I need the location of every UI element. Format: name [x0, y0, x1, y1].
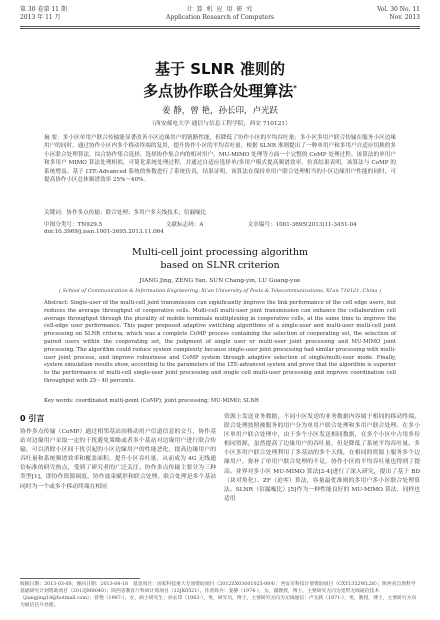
- journal-header: [20, 6, 420, 28]
- clc-number: 中图分类号：TN929.5: [44, 222, 103, 228]
- title-chinese: [20, 60, 420, 101]
- header-date-en: Nov. 2013: [389, 13, 420, 21]
- header-journal-en: Application Research of Computers: [165, 13, 275, 21]
- affiliation-chinese: （西安邮电大学 通信与信息工程学院，西安 710121）: [149, 121, 291, 127]
- title-en-line1: Multi-cell joint processing algorithm: [132, 247, 308, 258]
- header-volume-en: [377, 6, 420, 21]
- title-cn-line2: 多点协作联合处理算法: [143, 82, 294, 100]
- keywords-english: Key words: coordinated multi-point (CoMP); joint processing; MU-MIMO; SLNR: [44, 398, 259, 404]
- header-date-cn: 2013 年 11 月: [20, 13, 61, 21]
- abstract-chinese: 摘 要：多小区单用户联合传输能显著改善小区边缘用户的链路性能，但降低了协作小区的平均吞吐量；多小区多用户联合传输在服务小区边缘用户的同时，通过协作小区内多个移动终端的复用，提升协作小区的平均吞吐量。根据 SLNR 准则提出了一种单用户和多用户自适应切换的多小区联合处理算法，综合协作集合选择、选择协作集合内的相对用户、MU-MIMO 处理等方面一个完整的 CoMP 处理过程。该算法的单用户和多用户 MIMO 算法处理相似，可简化系统处理过程，并通过自适应选择单/多用户模式提高频谱效率。仿真结果表明，该算法与 CoMP 的系统增益、基于 LTE-Advanced 系统的参数进行了系统仿真，结果证明，该算法在保持单用户联合处理相当的小区边缘用户性能的同时，可提高协作小区总体频谱效率 25%～40%。: [44, 135, 396, 184]
- affiliation-english: ( School of Communication & Information Engineering, Xi'an University of Posts & Telecommunications, Xi'an 710121, China ): [59, 288, 381, 294]
- header-volume-cn: 第 30 卷第 11 期: [20, 6, 67, 13]
- keywords-chinese: 关键词：协作多点传输；联合处理；多用户多天线技术；信漏噪比: [44, 210, 207, 216]
- title-footnote-mark: *: [293, 84, 297, 92]
- article-number: 文章编号：1001-3695(2013)11-3451-04: [247, 222, 357, 228]
- header-rule: [20, 26, 420, 27]
- body-column-right: 资源上发送业务数据，不同小区发送的业务数据内容属于相同的移动终端。联合处理按照被服务的用户分为单用户联合处理和多用户联合处理。在多小区单用户联合处理中，由于多个小区发送相同数据，在多个小区中占用多份相同资源，虽然提高了边缘用户的吞吐量，但是降低了系统平均吞吐量。多小区多用户联合处理利用了多基站的多个天线，在相同的资源上服务多个边缘用户，弥补了单用户联合处理的不足，协作小区的平均吞吐量也得到了提高。业界对多小区 MU-MIMO 算法[2-4]进行了深入研究，提出了基于 BD（块对角化）、ZF（迫零）算法，容量最优准则的多用户多小区联合处理算法。SLNR（信漏噪比）[5]作为一种性能良好的 MU-MIMO 算法，同样也适用: [224, 414, 420, 502]
- footnote-rule: [20, 578, 140, 579]
- document-code: 文献标志码：A: [165, 222, 204, 228]
- doi-line: doi:10.3969/j.issn.1001-3695.2013.11.064: [44, 229, 164, 235]
- body-column-left: 协作多点传输（CoMP）通过相邻基站间移动用户信道信息的交互，协作基站对边缘用户采取一定的干扰避免策略或者多个基站对边缘用户进行联合传输，可以消除小区间干扰引起的小区边缘用户的性能恶化，提高边缘用户的吞吐量和系统频谱效率和覆盖面积，提升小区吞吐量，从而成为 4G 无线通信标准的研究热点，受到了研究者的广泛关注。协作多点传输主要分为三种类型[1]，即协作资源调度、协作波束赋形和联合处理。联合处理是多个基站同时为一个或多个移动终端在相同: [20, 429, 216, 490]
- header-rule-2: [20, 28, 420, 29]
- title-en-line2: based on SLNR criterion: [160, 260, 280, 271]
- title-cn-line2-wrap: [20, 79, 420, 101]
- header-vol-en: Vol. 30 No. 11: [377, 6, 420, 13]
- authors-english: JIANG Jing, ZENG Yan, SUN Chang-yin, LU Guang-yue: [139, 278, 301, 284]
- authors-chinese: 姜 静，曾 艳，孙长印，卢光跃: [162, 106, 278, 116]
- header-journal-cn: 计 算 机 应 用 研 究: [186, 6, 254, 13]
- title-cn-line1: 基于 SLNR 准则的: [155, 60, 285, 78]
- title-english: [20, 246, 420, 272]
- header-journal: [20, 6, 420, 21]
- classification-line: [44, 220, 396, 228]
- footnote: 收稿日期：2013-03-08；修回日期：2013-04-18 基金项目：国家科技重大专项资助项目（2012ZX03001025-004）；西安市科技计划资助项目（CXY1352WL28）；陕西省自然科学基础研究计划资助项目（2013JM8040）；陕西省教育厅科研计划项目（12JK0521）。作者简介：姜静（1974-），女，副教授，博士，主要研究方向为宽带无线通信技术（jiangjing18@hotmail.com）；曾艳（1987-），女，硕士研究生；孙长印（1963-），男，研究员，博士，主要研究方向为无线通信；卢光跃（1971-），男，教授，博士，主要研究方向为通信信号处理。: [20, 582, 417, 608]
- section-heading-intro: 0 引言: [20, 414, 45, 423]
- abstract-english: Abstract: Single-user of the multi-cell joint transmission can significantly improve the link performance of the cell edge users, but reduces the average throughput of cooperative cells. Multi-cell multi-user joint transmission can enhance the collaboration cell average throughput through the plurality of mobile terminals multiplexing in cooperative cells, at the same time to improve the cell-edge user performance. This paper proposed adaptive switching algorithms of a single-user and multi-user multi-cell joint processing on SLNR criteria, which was a complete CoMP process containing the selection of cooperating set, the selection of paired users within the cooperating set, the judgment of single user or multi-user joint processing and MU-MIMO joint processing. The algorithm could reduce system complexity because single-user joint processing had similar processing with multi-user joint process, and improve robustness and CoMP system through adaptive selection of single/multi-user mode. Finally, system simulation results show, according to the parameters of the LTE-advanced system and prove that the algorithm is superior to the performance of multi-cell single-user joint processing and single cell multi-user processing and improve coordination cell throughput with 25～40 percents.: [44, 300, 396, 384]
